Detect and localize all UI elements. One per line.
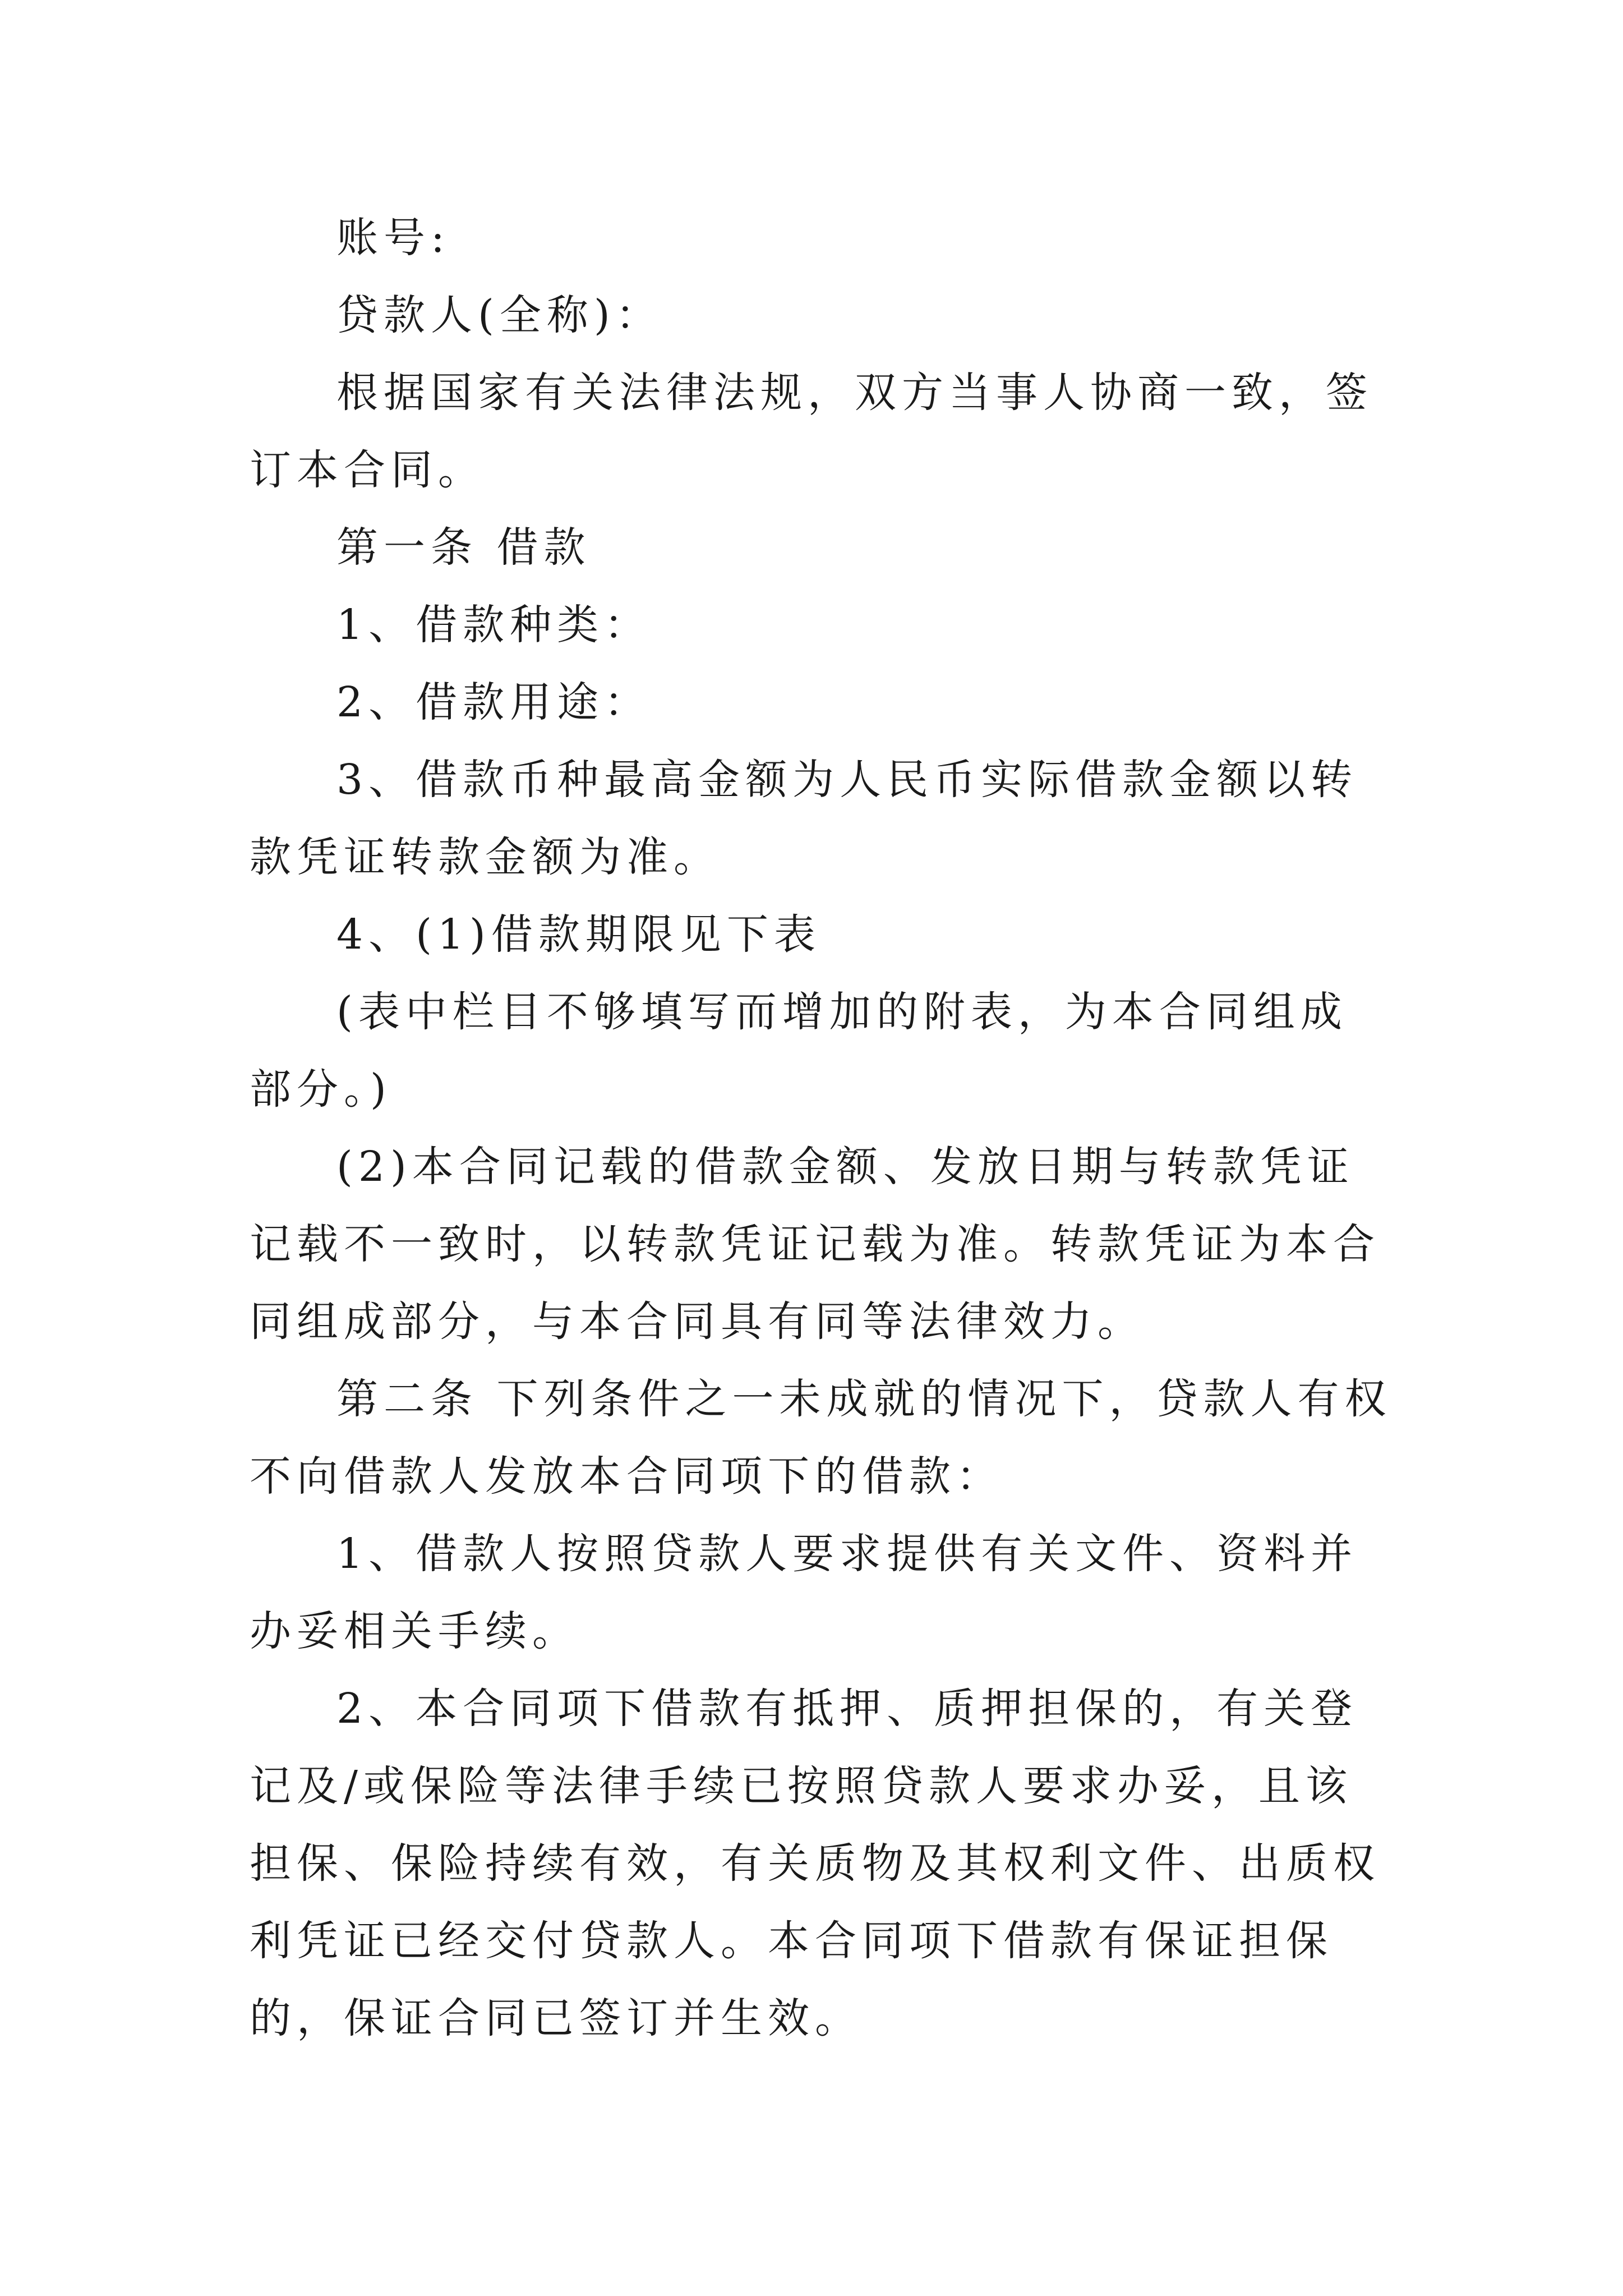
condition-1-paragraph: 1、借款人按照贷款人要求提供有关文件、资料并办妥相关手续。 — [250, 1530, 1358, 1655]
account-number-line: 账号: — [336, 214, 450, 262]
loan-type-line: 1、借款种类： — [336, 601, 652, 649]
condition-2-paragraph: 2、本合同项下借款有抵押、质押担保的，有关登记及/或保险等法律手续已按照贷款人要求办妥，且该担保、保险持续有效，有关质物及其权利文件、出质权利凭证已经交付贷款人。本合同项下借款有保证担保的，保证合同已签订并生效。 — [250, 1685, 1380, 2042]
lender-name-line: 贷款人(全称)： — [336, 291, 663, 339]
article-1-heading: 第一条 借款 — [336, 523, 591, 572]
table-note-paragraph: (表中栏目不够填写而增加的附表，为本合同组成部分。) — [250, 988, 1348, 1114]
document-body — [250, 199, 1394, 2057]
article-2-paragraph: 第二条 下列条件之一未成就的情况下，贷款人有权不向借款人发放本合同项下的借款： — [250, 1375, 1392, 1501]
loan-currency-paragraph: 3、借款币种最高金额为人民币实际借款金额以转款凭证转款金额为准。 — [250, 756, 1358, 881]
loan-purpose-line: 2、借款用途： — [336, 678, 652, 726]
loan-term-line: 4、(1)借款期限见下表 — [336, 910, 821, 959]
discrepancy-paragraph: (2)本合同记载的借款金额、发放日期与转款凭证记载不一致时，以转款凭证记载为准。转款凭证为本合同组成部分，与本合同具有同等法律效力。 — [250, 1143, 1380, 1346]
preamble-paragraph: 根据国家有关法律法规，双方当事人协商一致，签订本合同。 — [250, 369, 1373, 494]
